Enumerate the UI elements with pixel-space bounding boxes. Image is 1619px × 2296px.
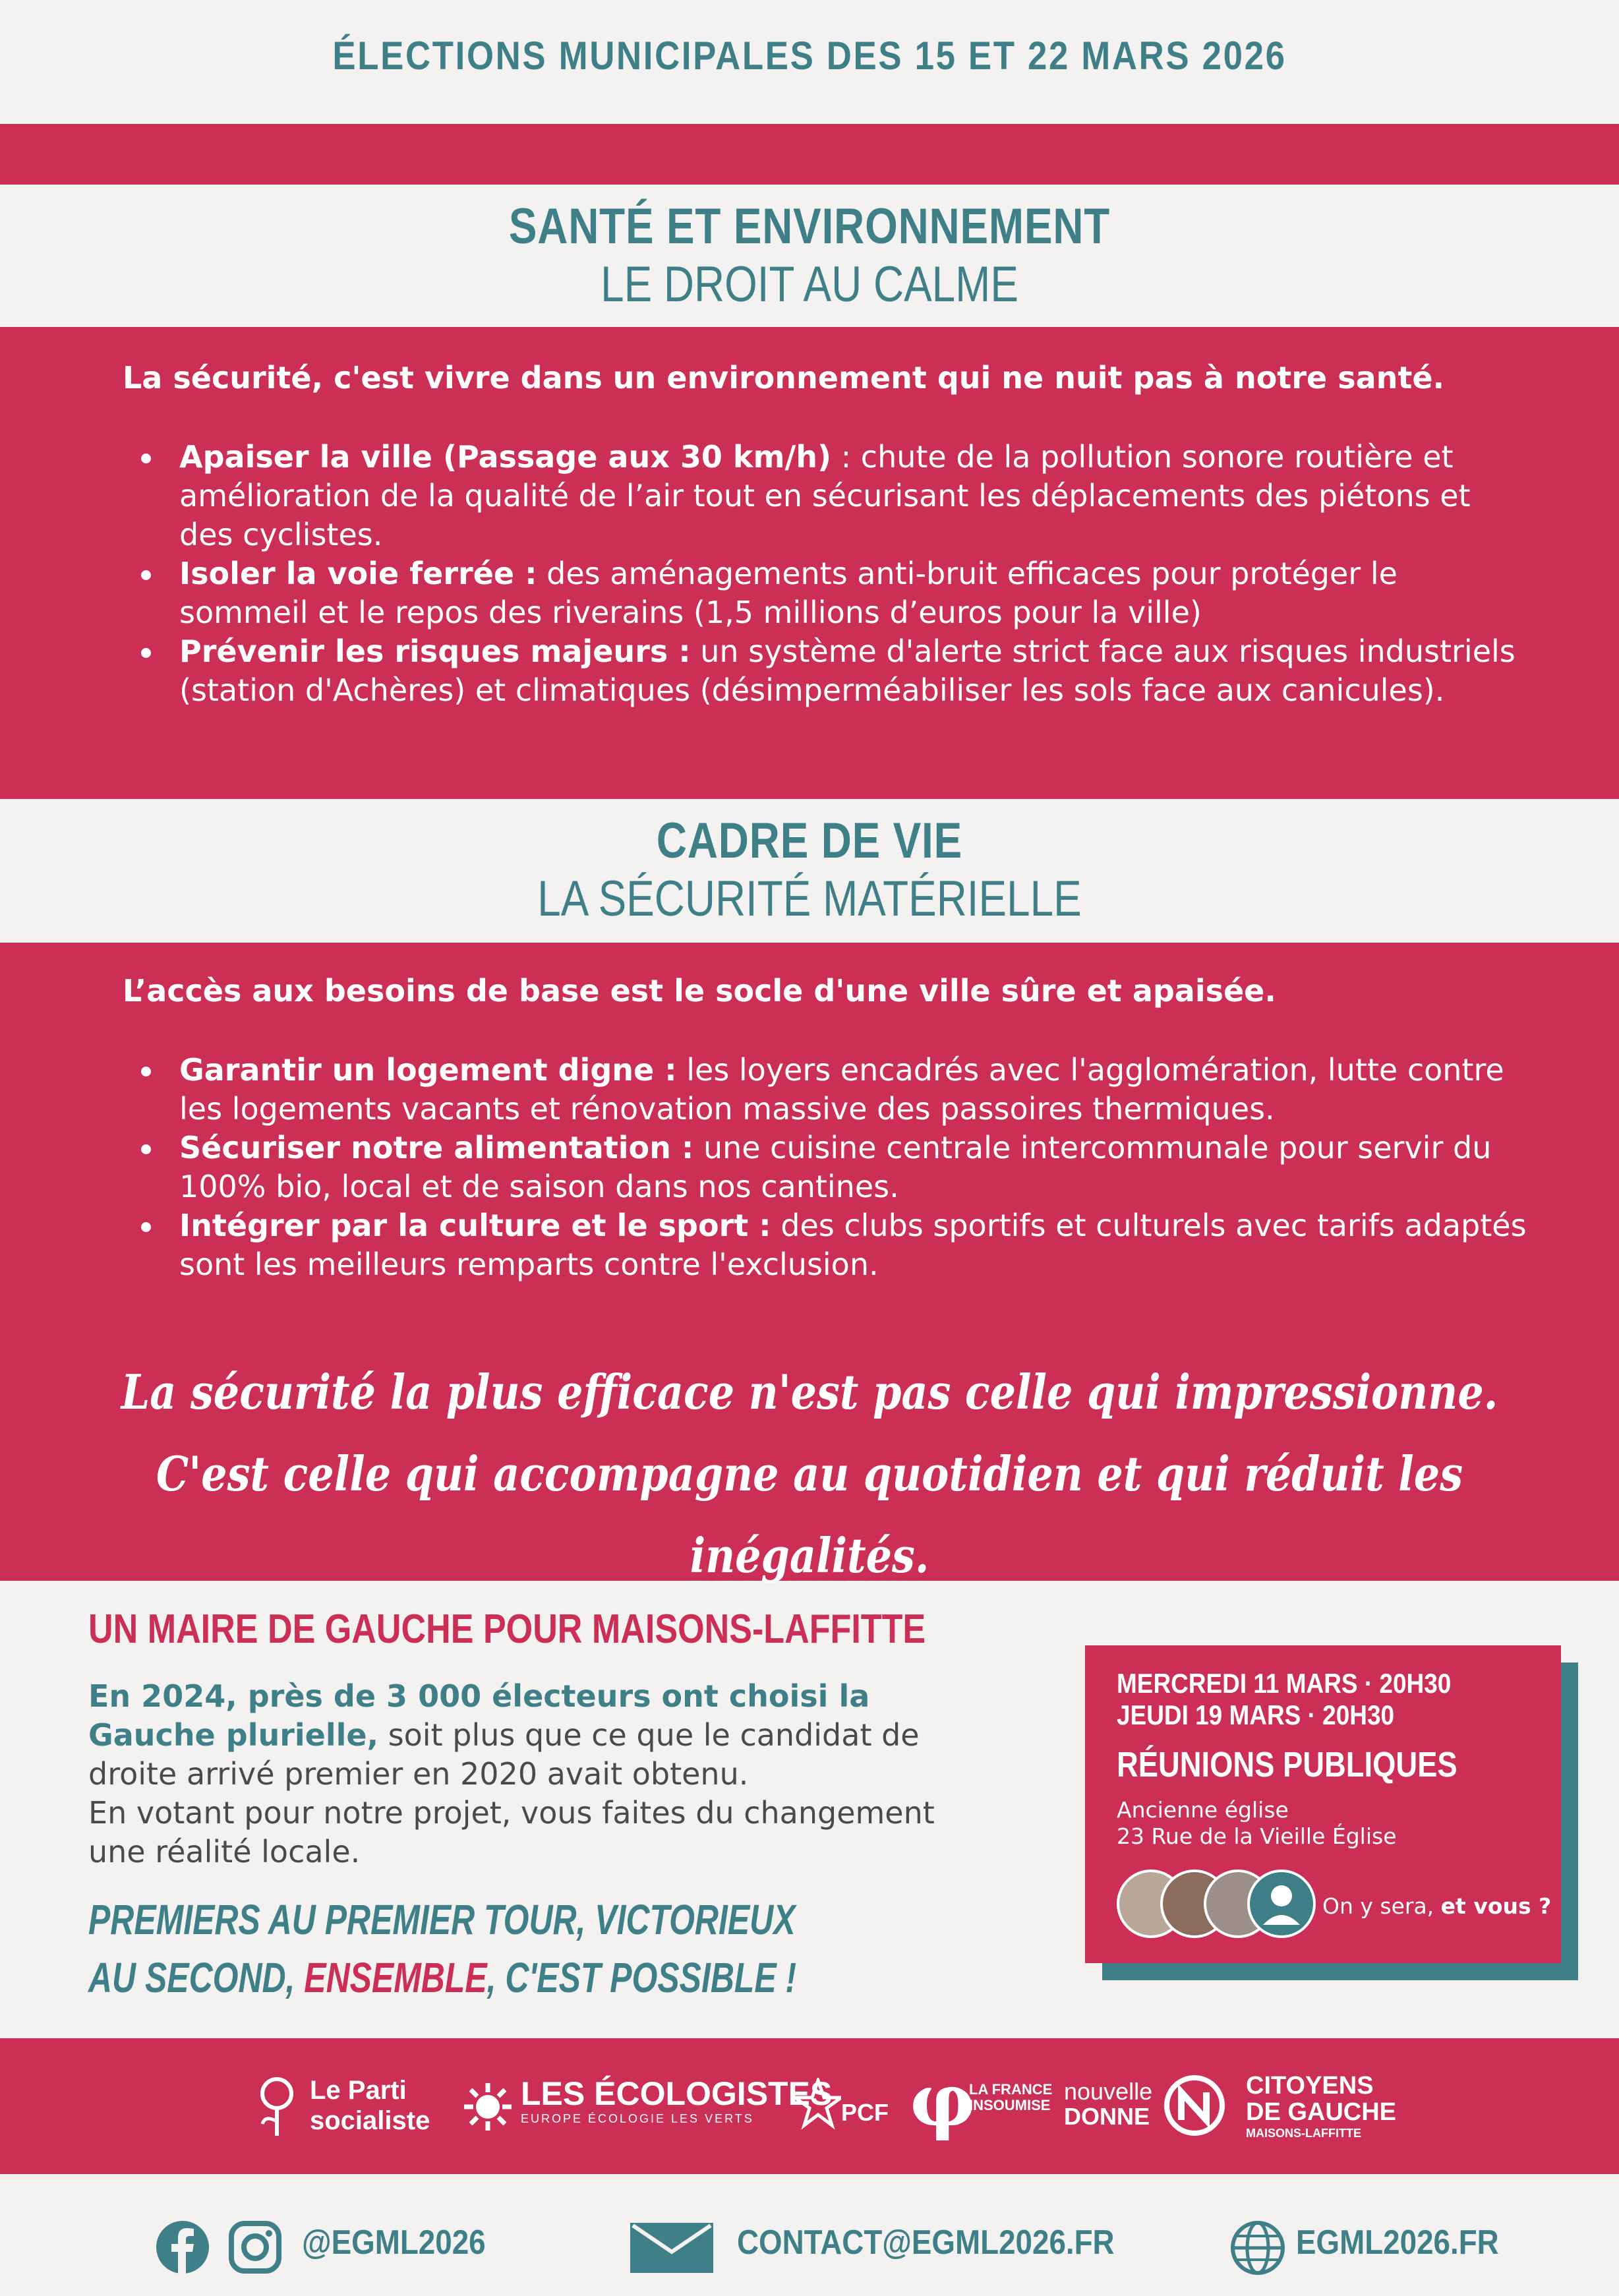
person-icon [1250, 1872, 1313, 1935]
logo-nouvelle-donne [1064, 2079, 1152, 2129]
section-health-list [123, 438, 1533, 710]
avatar-group [1117, 1869, 1314, 1942]
logo-eco-main: LES ÉCOLOGISTES [521, 2075, 833, 2112]
campaign-quote [113, 1351, 1506, 1597]
contact-email[interactable]: CONTACT@EGML2026.FR [737, 2223, 1115, 2262]
logo-citoyens-de-gauche [1246, 2073, 1396, 2141]
globe-icon [1230, 2220, 1285, 2276]
footer [0, 2208, 1619, 2281]
logo-ps [310, 2075, 430, 2136]
section-living-title: CADRE DE VIE [656, 813, 963, 869]
list-item [123, 1206, 1533, 1284]
candidate-highlight: En 2024, près de 3 000 électeurs ont choisi la Gauche plurielle, [88, 1678, 870, 1753]
avatar-placeholder [1247, 1869, 1316, 1938]
slogan-part-a: AU SECOND, [88, 1954, 305, 2001]
instagram-icon[interactable] [228, 2220, 282, 2274]
item-lead: Apaiser la ville (Passage aux 30 km/h) [179, 439, 832, 475]
section-health-panel [0, 327, 1619, 799]
item-lead: Sécuriser notre alimentation : [179, 1130, 694, 1165]
logo-nd-line-1: nouvelle [1064, 2078, 1153, 2105]
cta-strong: et vous ? [1440, 1893, 1552, 1919]
quote-line-2: C'est celle qui accompagne au quotidien et qui réduit les inégalités. [156, 1446, 1463, 1583]
phi-icon: φ [910, 2057, 976, 2142]
event-address: 23 Rue de la Vieille Église [1117, 1823, 1397, 1849]
party-logos-band [0, 2038, 1619, 2174]
candidate-title: UN MAIRE DE GAUCHE POUR MAISONS-LAFFITTE [88, 1606, 926, 1652]
section-health-subtitle: LE DROIT AU CALME [601, 256, 1018, 312]
logo-eco-sub: EUROPE ÉCOLOGIE LES VERTS [521, 2112, 754, 2125]
cta-text: On y sera, [1322, 1893, 1441, 1919]
candidate-text-2: En votant pour notre projet, vous faites du changement une réalité locale. [88, 1795, 935, 1869]
section-health-title: SANTÉ ET ENVIRONNEMENT [508, 198, 1111, 254]
event-title: RÉUNIONS PUBLIQUES [1117, 1745, 1457, 1784]
item-text: les loyers encadrés avec l'agglomération, lutte contre les logements vacants et rénovation massive des passoires thermiques. [179, 1052, 1504, 1127]
section-living-list [123, 1051, 1533, 1284]
list-item [123, 632, 1533, 710]
list-item [123, 438, 1533, 554]
logo-ps-line-1: Le Parti [310, 2076, 407, 2105]
section-health-intro: La sécurité, c'est vivre dans un environnement qui ne nuit pas à notre santé. [123, 360, 1445, 396]
logo-cdg-line-2: DE GAUCHE [1246, 2098, 1397, 2126]
item-text: des aménagements anti-bruit efficaces pour protéger le sommeil et le repos des riverains (1,5 millions d’euros pour la ville) [179, 556, 1398, 630]
item-lead: Garantir un logement digne : [179, 1052, 677, 1088]
item-lead: Prévenir les risques majeurs : [179, 633, 691, 669]
section-living-subtitle: LA SÉCURITÉ MATÉRIELLE [537, 871, 1082, 927]
section-health-heading [0, 198, 1619, 314]
item-text: des clubs sportifs et culturels avec tarifs adaptés sont les meilleurs remparts contre l'exclusion. [179, 1208, 1527, 1282]
event-card [1085, 1645, 1561, 1963]
logo-lfi: LA FRANCE INSOUMISE [969, 2081, 1053, 2113]
slogan-part-c: , C'EST POSSIBLE ! [486, 1954, 797, 2001]
candidate-body [88, 1677, 998, 1871]
section-living-heading [0, 812, 1619, 928]
top-band [0, 124, 1619, 185]
item-text: une cuisine centrale intercommunale pour servir du 100% bio, local et de saison dans nos cantines. [179, 1130, 1492, 1204]
social-handle[interactable]: @EGML2026 [302, 2223, 486, 2262]
star-icon [795, 2078, 841, 2131]
logo-pcf: PCF [841, 2099, 889, 2126]
sunflower-icon [461, 2080, 514, 2133]
facebook-icon[interactable] [156, 2220, 210, 2274]
section-living-intro: L’accès aux besoins de base est le socle d'une ville sûre et apaisée. [123, 973, 1276, 1009]
item-lead: Intégrer par la culture et le sport : [179, 1208, 771, 1243]
slogan-line-1: PREMIERS AU PREMIER TOUR, VICTORIEUX [88, 1896, 796, 1943]
item-text: : chute de la pollution sonore routière et amélioration de la qualité de l’air tout en sécurisant les déplacements des piétons et des cyclistes. [179, 439, 1471, 552]
logo-ps-line-2: socialiste [310, 2106, 430, 2135]
election-title: ÉLECTIONS MUNICIPALES DES 15 ET 22 MARS 2026 [332, 34, 1287, 78]
mail-icon [630, 2223, 713, 2273]
slogan-accent: ENSEMBLE [304, 1954, 487, 2001]
campaign-slogan [88, 1891, 796, 2007]
website-link[interactable]: EGML2026.FR [1296, 2223, 1499, 2262]
slogan-line-2 [88, 1949, 796, 2007]
item-text: un système d'alerte strict face aux risques industriels (station d'Achères) et climatiques (désimperméabiliser les sols face aux canicules). [179, 633, 1516, 708]
event-date-2: JEUDI 19 MARS · 20H30 [1117, 1699, 1395, 1730]
quote-line-1: La sécurité la plus efficace n'est pas celle qui impressionne. [121, 1364, 1498, 1420]
logo-ecologistes [521, 2075, 832, 2126]
event-cta [1322, 1893, 1551, 1919]
rose-icon [256, 2075, 298, 2138]
cdg-emblem-icon [1163, 2074, 1226, 2137]
list-item [123, 1051, 1533, 1129]
logo-cdg-line-3: MAISONS-LAFFITTE [1246, 2127, 1361, 2140]
event-place: Ancienne église [1117, 1797, 1289, 1823]
logo-nd-line-2: DONNE [1064, 2103, 1150, 2130]
event-date-1: MERCREDI 11 MARS · 20H30 [1117, 1668, 1452, 1699]
item-lead: Isoler la voie ferrée : [179, 556, 537, 591]
list-item [123, 554, 1533, 632]
candidate-text: soit plus que ce que le candidat de droite arrivé premier en 2020 avait obtenu. [88, 1717, 920, 1792]
list-item [123, 1129, 1533, 1206]
logo-cdg-line-1: CITOYENS [1246, 2072, 1374, 2100]
